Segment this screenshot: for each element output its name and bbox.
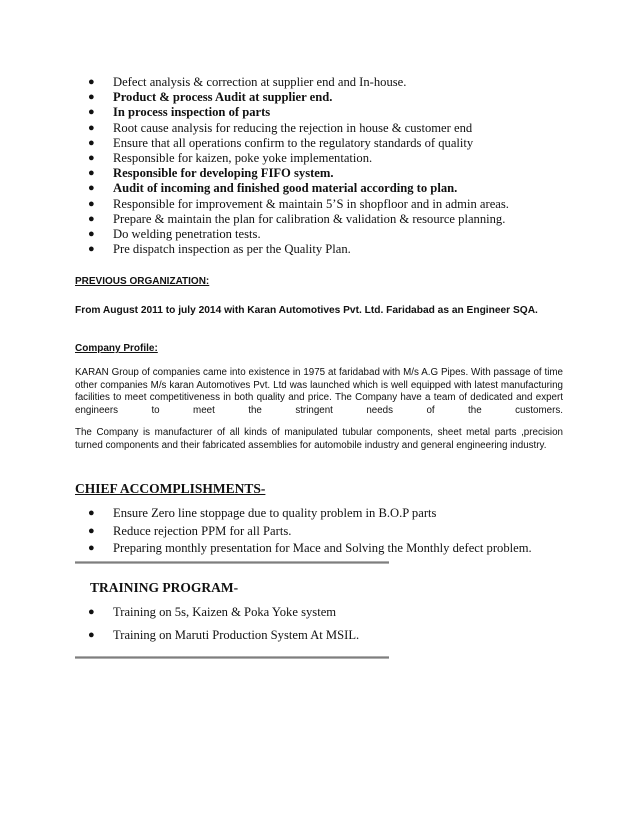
bullet-icon: ● [88,151,95,164]
training-program-heading: TRAINING PROGRAM- [90,580,239,595]
list-item: ● Training on 5s, Kaizen & Poka Yoke system [88,605,337,619]
list-item: ● Defect analysis & correction at supplier end and In-house. [88,75,407,89]
list-item: ● Reduce rejection PPM for all Parts. [88,523,568,541]
bullet-icon: ● [88,121,95,134]
list-item: ● Responsible for developing FIFO system. [88,166,334,181]
bullet-icon: ● [88,629,95,641]
bullet-icon: ● [88,606,95,618]
bullet-icon: ● [88,542,95,554]
bullet-icon: ● [88,182,95,195]
list-item: ● Audit of incoming and finished good material according to plan. [88,181,458,196]
bullet-icon: ● [88,507,95,519]
list-item: ● Root cause analysis for reducing the rejection in house & customer end [88,120,473,135]
bullet-icon: ● [88,167,95,180]
accomplishments-list [88,505,568,558]
bullet-icon: ● [88,136,95,149]
list-item: ● Pre dispatch inspection as per the Quality Plan. [88,242,351,257]
chief-accomplishments-heading: CHIEF ACCOMPLISHMENTS- [75,481,266,496]
list-item: ● Ensure Zero line stoppage due to quality problem in B.O.P parts [88,505,568,523]
bullet-icon: ● [88,91,95,104]
list-item: ● Responsible for improvement & maintain 5’S in shopfloor and in admin areas. [88,196,509,211]
list-item: ● Responsible for kaizen, poke yoke implementation. [88,150,373,165]
bullet-icon: ● [88,227,95,240]
previous-organization-heading: PREVIOUS ORGANIZATION: [75,276,210,287]
section-divider [75,561,389,564]
list-item: ● Product & process Audit at supplier end. [88,90,333,105]
bullet-icon: ● [88,243,95,256]
bullet-icon: ● [88,106,95,119]
list-item: ● Ensure that all operations confirm to the regulatory standards of quality [88,135,474,150]
list-item: ● Do welding penetration tests. [88,226,261,241]
bullet-icon: ● [88,212,95,225]
bullet-icon: ● [88,197,95,210]
company-profile-paragraph: KARAN Group of companies came into existence in 1975 at faridabad with M/s A.G Pipes. With passage of time other companies M/s karan Automotives Pvt. Ltd was launched which is well equipped with latest manufacturing facilities to meet competitiveness in both quality and price. The Company have a team of dedicated and expert engineers to meet the stringent needs of the customers. [75,367,563,416]
training-list [88,604,568,650]
section-divider [75,656,389,659]
employment-period: From August 2011 to july 2014 with Karan Automotives Pvt. Ltd. Faridabad as an Engineer SQA. [75,305,538,316]
bullet-icon: ● [88,76,95,88]
list-item: ● Prepare & maintain the plan for calibration & validation & resource planning. [88,211,506,226]
list-item: ● Preparing monthly presentation for Mace and Solving the Monthly defect problem. [88,540,568,558]
responsibilities-list [88,75,568,257]
list-item: ● Training on Maruti Production System At MSIL. [88,628,360,642]
company-profile-heading: Company Profile: [75,343,158,354]
bullet-icon: ● [88,524,95,537]
list-item: ● In process inspection of parts [88,105,271,120]
company-profile-paragraph: The Company is manufacturer of all kinds of manipulated tubular components, sheet metal parts ,precision turned components and their fabricated assemblies for automobile industry and general engineering industry. [75,427,563,451]
